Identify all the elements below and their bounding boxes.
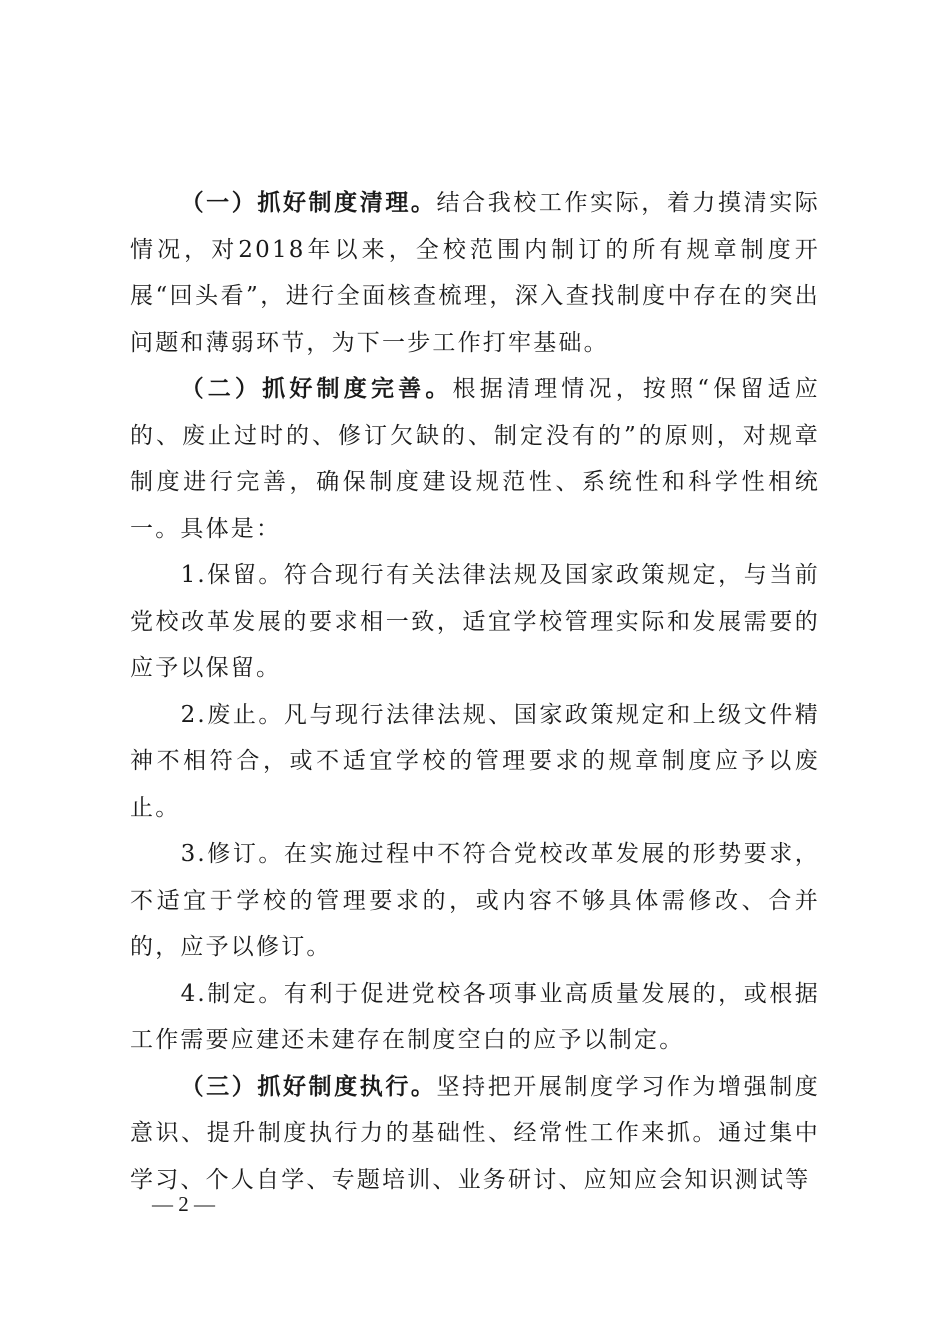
item-4-paragraph — [130, 971, 820, 1064]
section-1-paragraph — [130, 180, 820, 366]
item-2-text: 凡与现行法律法规、国家政策规定和上级文件精神不相符合，或不适宜学校的管理要求的规章制度应予以废止。 — [130, 701, 820, 821]
section-3-heading: （三）抓好制度执行。 — [180, 1072, 437, 1100]
item-2-label: 2.废止。 — [180, 701, 284, 728]
section-1-heading: （一）抓好制度清理。 — [180, 189, 437, 216]
item-3-paragraph — [130, 831, 820, 971]
item-4-label: 4.制定。 — [180, 980, 284, 1007]
item-1-paragraph — [130, 552, 820, 692]
item-3-label: 3.修订。 — [180, 841, 284, 867]
item-2-paragraph — [130, 692, 820, 832]
item-4-text: 有利于促进党校各项事业高质量发展的，或根据工作需要应建还未建存在制度空白的应予以制定。 — [130, 980, 820, 1053]
section-3-paragraph — [130, 1064, 820, 1204]
section-1-text: 结合我校工作实际，着力摸清实际情况，对2018年以来，全校范围内制订的所有规章制度开展“回头看”，进行全面核查梳理，深入查找制度中存在的突出问题和薄弱环节，为下一步工作打牢基础。 — [130, 190, 821, 356]
section-2-text: 根据清理情况，按照“保留适应的、废止过时的、修订欠缺的、制定没有的”的原则，对规章制度进行完善，确保制度建设规范性、系统性和科学性相统一。具体是： — [130, 376, 821, 542]
document-body — [130, 180, 820, 1203]
section-2-heading: （二）抓好制度完善。 — [180, 375, 453, 402]
section-3-text: 坚持把开展制度学习作为增强制度意识、提升制度执行力的基础性、经常性工作来抓。通过集中学习、个人自学、专题培训、业务研讨、应知应会知识测试等 — [130, 1073, 821, 1193]
item-1-label: 1.保留。 — [180, 562, 284, 588]
page-number: — 2 — — [152, 1192, 215, 1216]
item-3-text: 在实施过程中不符合党校改革发展的形势要求，不适宜于学校的管理要求的，或内容不够具体需修改、合并的，应予以修订。 — [130, 841, 820, 960]
section-2-paragraph — [130, 366, 820, 552]
item-1-text: 符合现行有关法律法规及国家政策规定，与当前党校改革发展的要求相一致，适宜学校管理实际和发展需要的应予以保留。 — [130, 562, 820, 681]
